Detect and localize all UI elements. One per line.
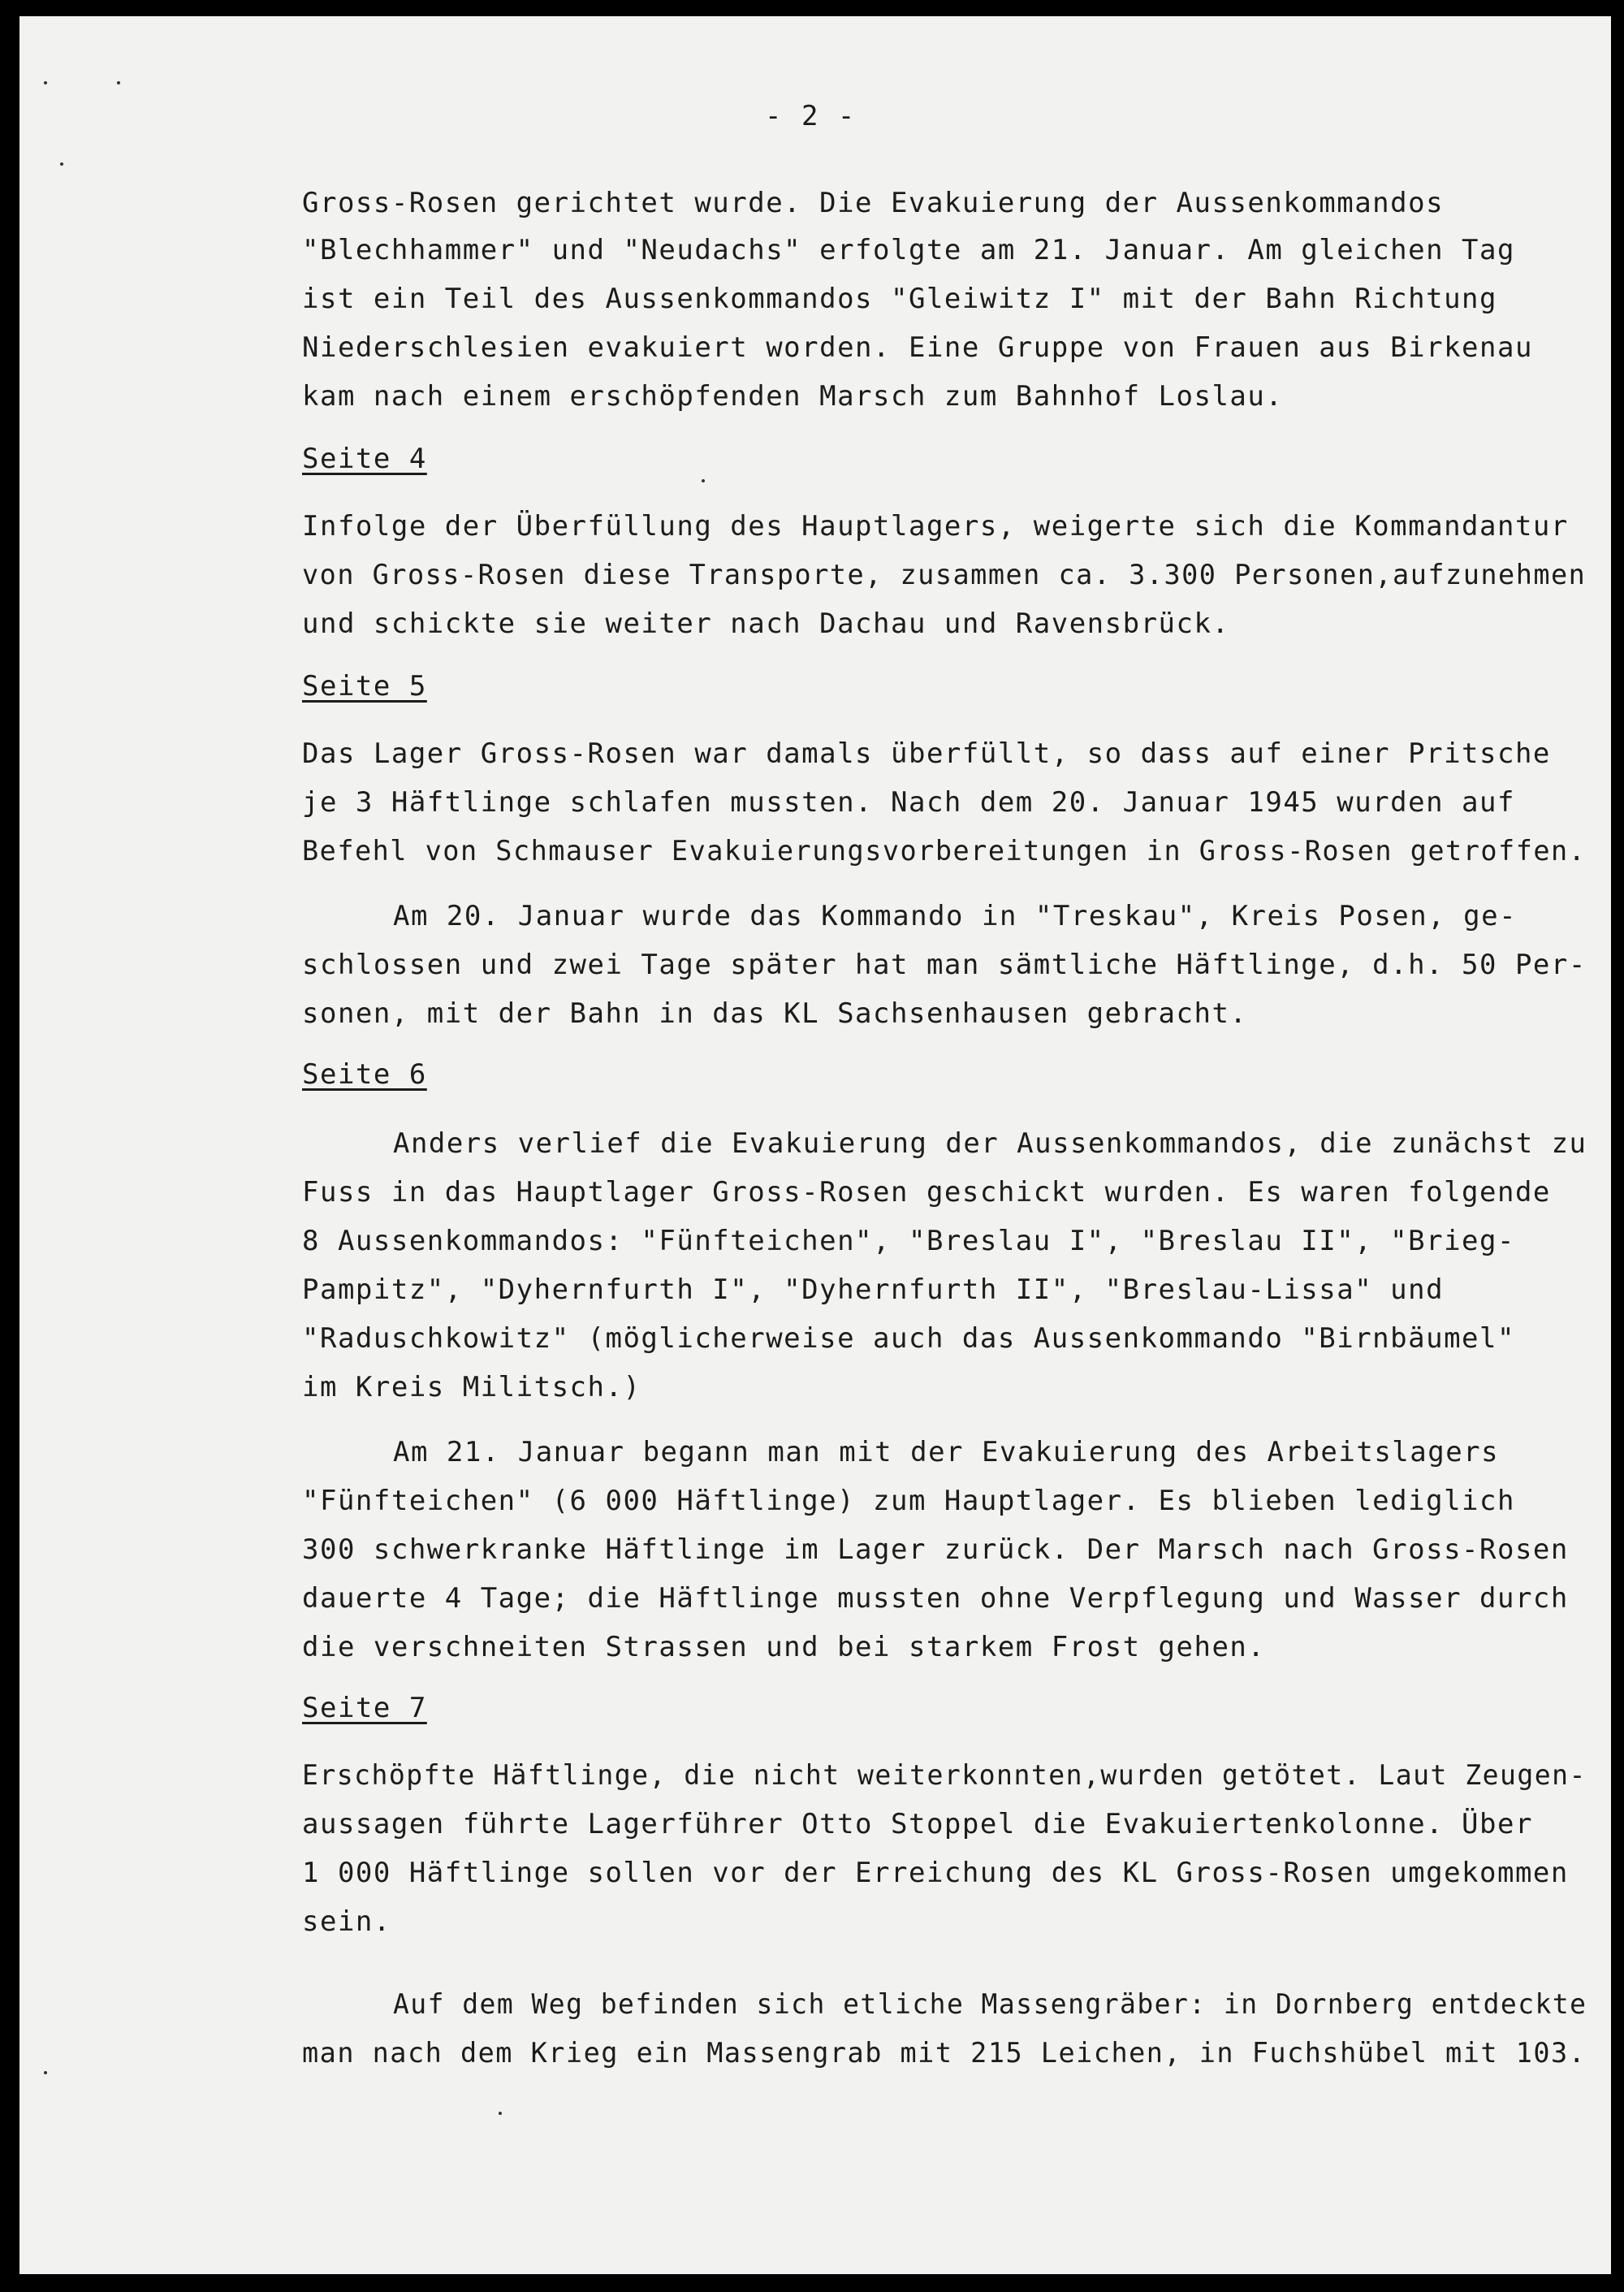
text-line: Pampitz", "Dyhernfurth I", "Dyhernfurth II", "Breslau-Lissa" und: [302, 1274, 1445, 1306]
text-line: aussagen führte Lagerführer Otto Stoppel die Evakuiertenkolonne. Über: [302, 1808, 1533, 1840]
text-line: kam nach einem erschöpfenden Marsch zum Bahnhof Loslau.: [302, 380, 1284, 413]
text-line: man nach dem Krieg ein Massengrab mit 215 Leichen, in Fuchshübel mit 103.: [302, 2037, 1587, 2069]
text-line: Auf dem Weg befinden sich etliche Massengräber: in Dornberg entdeckte: [393, 1988, 1587, 2021]
text-line: im Kreis Militsch.): [302, 1371, 641, 1403]
paper-speck: [44, 2071, 47, 2074]
text-line: von Gross-Rosen diese Transporte, zusammen ca. 3.300 Personen,aufzunehmen: [302, 559, 1587, 591]
text-line: dauerte 4 Tage; die Häftlinge mussten ohne Verpflegung und Wasser durch: [302, 1582, 1569, 1615]
text-line: Am 20. Januar wurde das Kommando in "Treskau", Kreis Posen, ge-: [393, 900, 1518, 932]
text-line: Anders verlief die Evakuierung der Aussenkommandos, die zunächst zu: [393, 1127, 1587, 1160]
paper-speck: [702, 479, 705, 482]
text-line: die verschneiten Strassen und bei starkem Frost gehen.: [302, 1631, 1266, 1663]
paper-speck: [499, 2112, 502, 2115]
text-line: "Blechhammer" und "Neudachs" erfolgte am 21. Januar. Am gleichen Tag: [302, 234, 1515, 266]
section-heading: Seite 6: [302, 1058, 427, 1091]
text-line: schlossen und zwei Tage später hat man sämtliche Häftlinge, d.h. 50 Per-: [302, 949, 1587, 981]
document-page: [19, 16, 1611, 2274]
text-line: Befehl von Schmauser Evakuierungsvorbereitungen in Gross-Rosen getroffen.: [302, 835, 1587, 867]
page-number: - 2 -: [765, 100, 857, 132]
text-line: 300 schwerkranke Häftlinge im Lager zurück. Der Marsch nach Gross-Rosen: [302, 1533, 1569, 1566]
text-line: Erschöpfte Häftlinge, die nicht weiterkonnten,wurden getötet. Laut Zeugen-: [302, 1759, 1587, 1792]
section-heading: Seite 4: [302, 443, 427, 475]
paper-speck: [117, 81, 120, 84]
text-line: sein.: [302, 1905, 391, 1938]
text-line: 8 Aussenkommandos: "Fünfteichen", "Breslau I", "Breslau II", "Brieg-: [302, 1225, 1515, 1257]
text-line: je 3 Häftlinge schlafen mussten. Nach dem 20. Januar 1945 wurden auf: [302, 786, 1515, 819]
section-heading: Seite 7: [302, 1692, 427, 1724]
text-line: sonen, mit der Bahn in das KL Sachsenhausen gebracht.: [302, 997, 1248, 1030]
paper-speck: [60, 162, 63, 166]
text-line: Das Lager Gross-Rosen war damals überfüllt, so dass auf einer Pritsche: [302, 737, 1551, 770]
text-line: Gross-Rosen gerichtet wurde. Die Evakuierung der Aussenkommandos: [302, 187, 1445, 219]
text-line: Niederschlesien evakuiert worden. Eine Gruppe von Frauen aus Birkenau: [302, 331, 1533, 364]
text-line: und schickte sie weiter nach Dachau und Ravensbrück.: [302, 608, 1230, 640]
text-line: Fuss in das Hauptlager Gross-Rosen geschickt wurden. Es waren folgende: [302, 1176, 1551, 1209]
section-heading: Seite 5: [302, 670, 427, 703]
text-line: "Raduschkowitz" (möglicherweise auch das Aussenkommando "Birnbäumel": [302, 1322, 1515, 1355]
paper-speck: [44, 81, 47, 84]
text-line: 1 000 Häftlinge sollen vor der Erreichung des KL Gross-Rosen umgekommen: [302, 1857, 1569, 1889]
text-line: ist ein Teil des Aussenkommandos "Gleiwitz I" mit der Bahn Richtung: [302, 283, 1497, 315]
text-line: Infolge der Überfüllung des Hauptlagers, weigerte sich die Kommandantur: [302, 510, 1569, 543]
text-line: "Fünfteichen" (6 000 Häftlinge) zum Hauptlager. Es blieben lediglich: [302, 1485, 1515, 1517]
text-line: Am 21. Januar begann man mit der Evakuierung des Arbeitslagers: [393, 1436, 1500, 1468]
